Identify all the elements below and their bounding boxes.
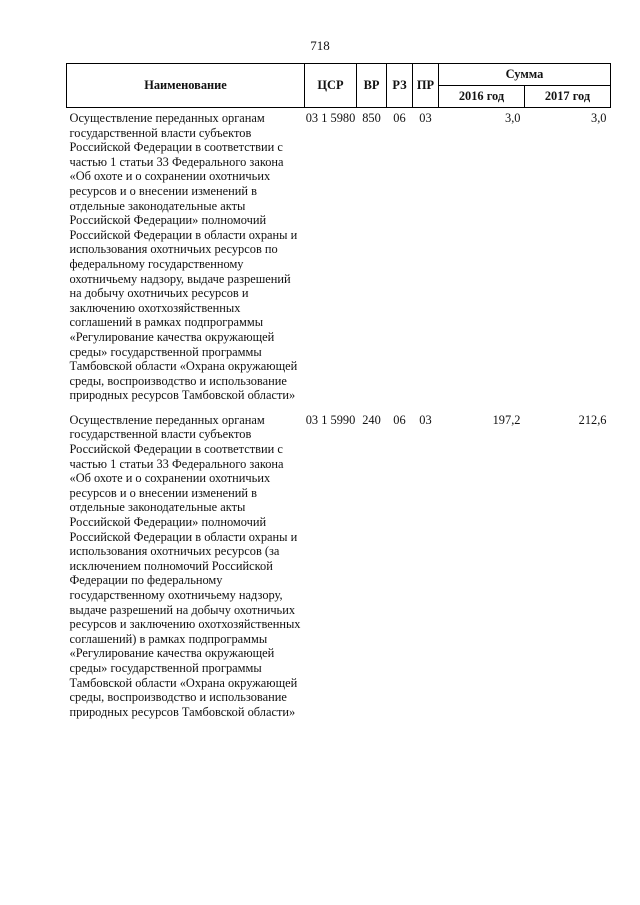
row-pr: 03 — [419, 111, 432, 125]
row-pr: 03 — [419, 412, 432, 427]
row-sum-2016: 3,0 — [505, 111, 521, 125]
row-vr: 850 — [362, 111, 381, 125]
header-year-2016: 2016 год — [439, 86, 525, 108]
row-spacer — [67, 403, 611, 413]
row-sum-2016: 197,2 — [492, 412, 521, 427]
header-rz: РЗ — [387, 64, 413, 108]
table-row — [67, 108, 611, 403]
table-row — [67, 413, 611, 719]
page-number: 718 — [310, 38, 330, 53]
header-year-2017: 2017 год — [525, 86, 611, 108]
row-name: Осуществление переданных органам государственной власти субъектов Российской Федерации в соответствии с частью 1 статьи 33 Федерального закона «Об охоте и о сохранении охотничьих ресурсов и о внесении изменений в отдельные законодательные акты Российской Федерации» полномочий Российской Федерации в области охраны и использования охотничьих ресурсов по федеральному государственному охотничьему надзору, выдаче разрешений на добычу охотничьих ресурсов и заключению охотхозяйственных соглашений в рамках подпрограммы «Регулирование качества окружающей среды» государственной программы Тамбовской области «Охрана окружающей среды, воспроизводство и использование природных ресурсов Тамбовской области» — [69, 111, 298, 403]
header-csr: ЦСР — [305, 64, 357, 108]
header-sum: Сумма — [439, 64, 611, 86]
header-vr: ВР — [357, 64, 387, 108]
row-vr: 240 — [362, 412, 381, 427]
header-name: Наименование — [67, 64, 305, 108]
row-rz: 06 — [393, 111, 406, 125]
header-pr: ПР — [413, 64, 439, 108]
row-rz: 06 — [393, 412, 406, 427]
budget-table — [66, 63, 611, 719]
row-sum-2017: 3,0 — [591, 111, 607, 125]
row-name: Осуществление переданных органам государственной власти субъектов Российской Федерации в соответствии с частью 1 статьи 33 Федерального закона «Об охоте и о сохранении охотничьих ресурсов и о внесении изменений в отдельные законодательные акты Российской Федерации» полномочий Российской Федерации в области охраны и использования охотничьих ресурсов (за исключением полномочий Российской Федерации по федеральному государственному охотничьему надзору, выдаче разрешений на добычу охотничьих ресурсов и заключению охотхозяйственных соглашений) в рамках подпрограммы «Регулирование качества окружающей среды» государственной программы Тамбовской области «Охрана окружающей среды, воспроизводство и использование природных ресурсов Тамбовской области» — [69, 412, 301, 719]
row-csr: 03 1 5990 — [305, 412, 356, 427]
row-sum-2017: 212,6 — [578, 412, 607, 427]
row-csr: 03 1 5980 — [305, 111, 356, 125]
